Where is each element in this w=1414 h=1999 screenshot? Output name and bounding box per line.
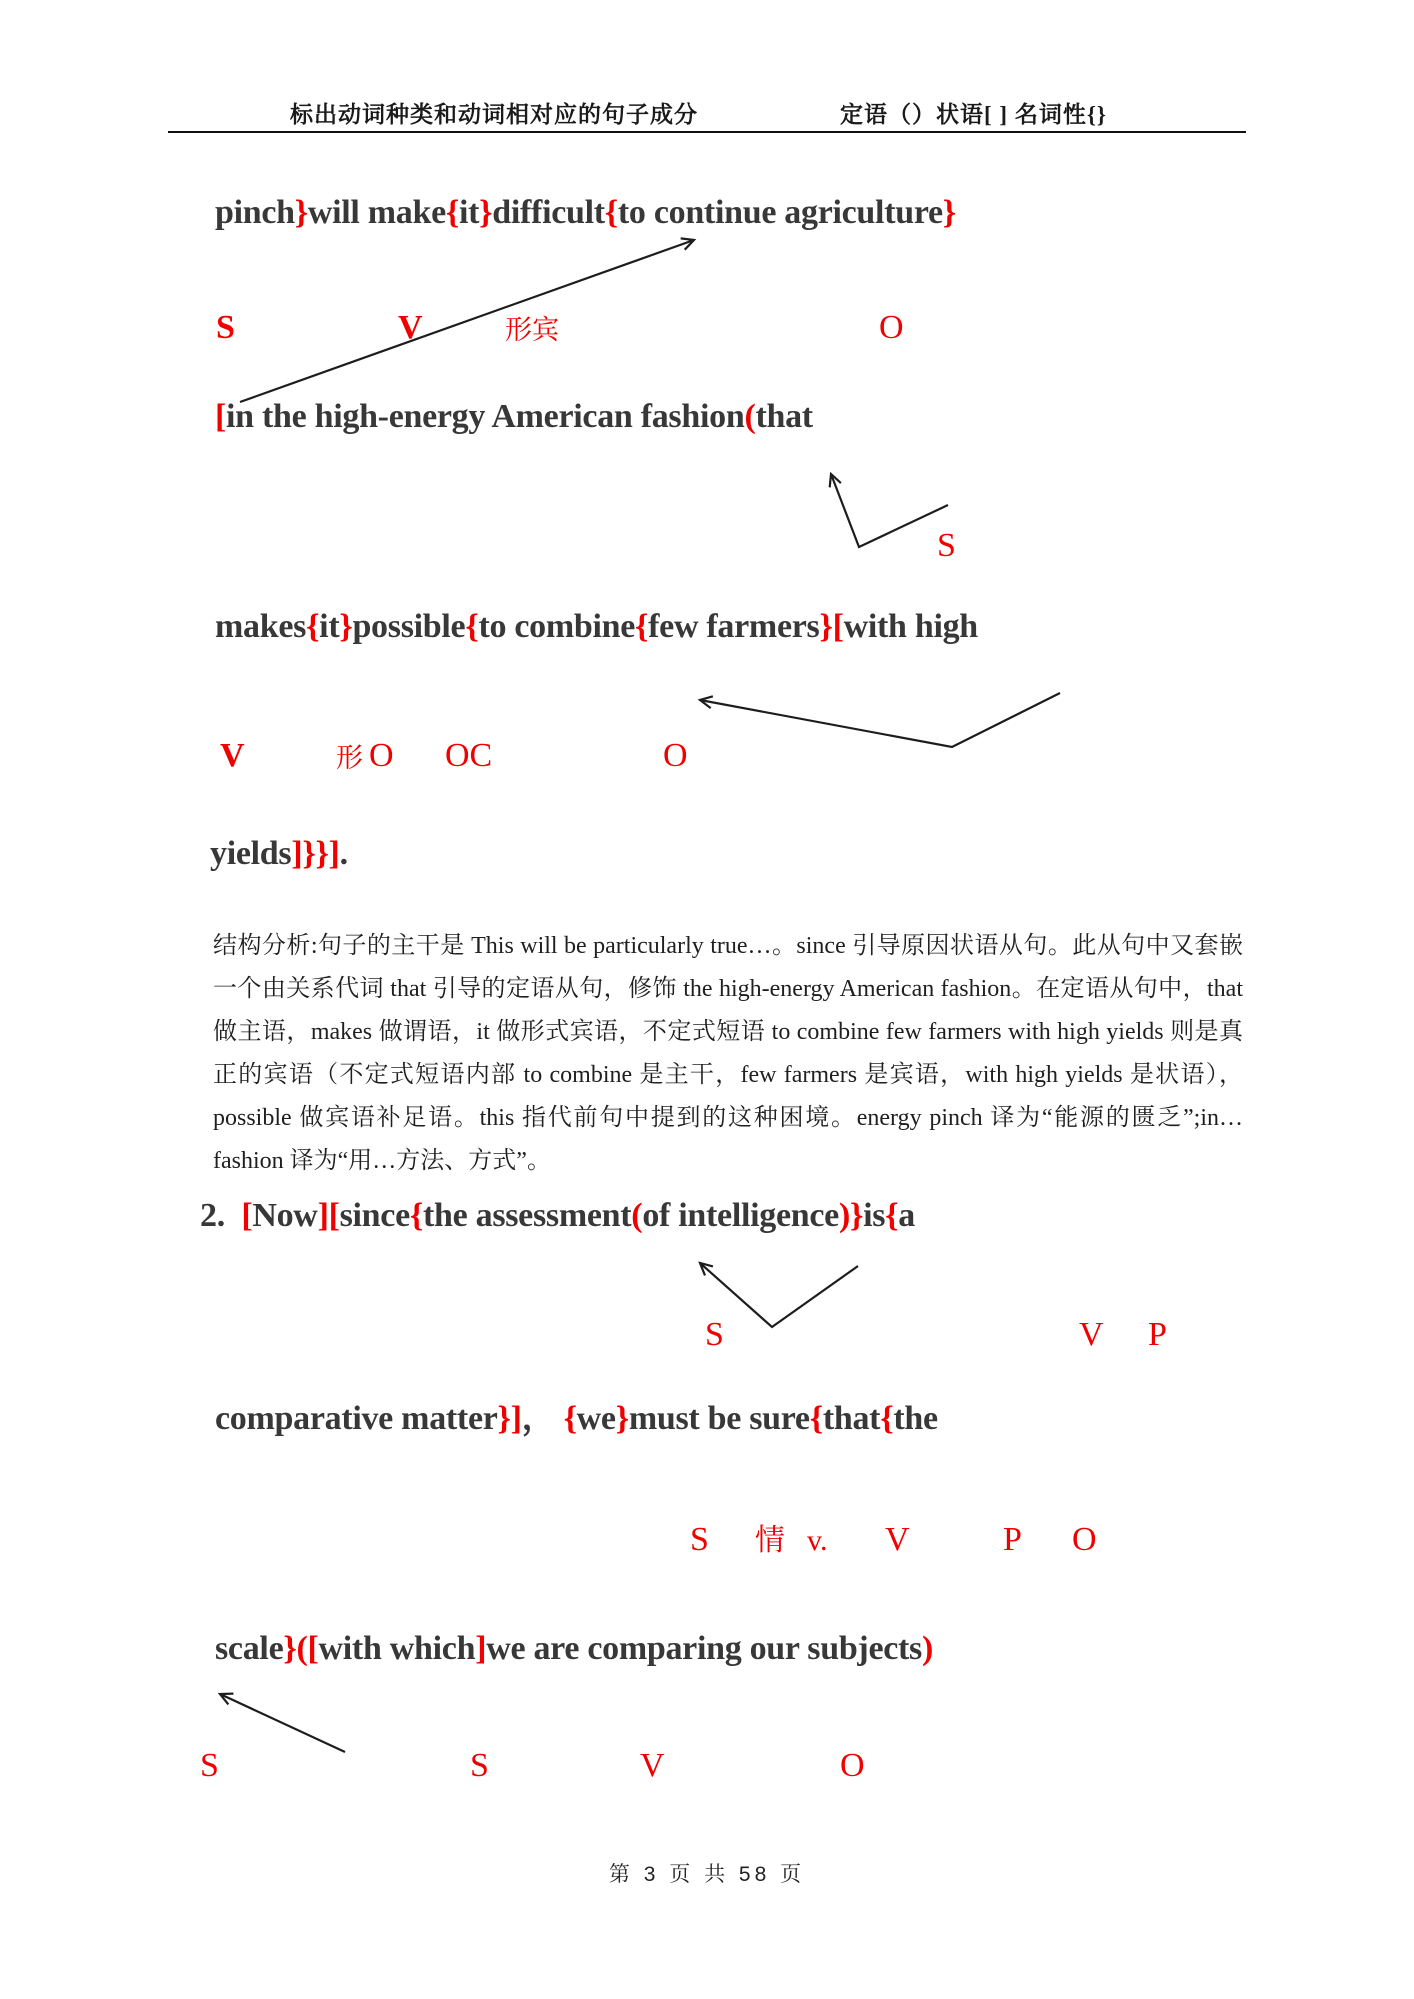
word-token: makes <box>215 608 307 645</box>
word-token: comparative matter <box>215 1400 498 1437</box>
header-right-text: 定语（）状语[ ] 名词性{} <box>840 102 1107 127</box>
bracket-token: ]}}] <box>291 835 340 872</box>
bracket-token: } <box>615 1400 629 1437</box>
sentence1-line1 <box>215 192 956 234</box>
bracket-token: } <box>294 194 308 231</box>
bracket-token: { <box>604 194 618 231</box>
bracket-token: }( <box>283 1630 308 1667</box>
sentence1-labels-row2 <box>0 736 1414 778</box>
bracket-token: ( <box>631 1197 643 1234</box>
bracket-token: { <box>809 1400 823 1437</box>
bracket-token: { <box>445 194 459 231</box>
sentence2-labels-row1 <box>0 1315 1414 1357</box>
grammar-label: 情 <box>755 1524 785 1557</box>
word-token: that <box>822 1400 881 1437</box>
word-token: pinch <box>215 194 295 231</box>
word-token: to combine <box>478 608 636 645</box>
bracket-token: { <box>885 1197 899 1234</box>
grammar-label: V <box>220 737 245 774</box>
grammar-label: S <box>690 1521 709 1558</box>
sentence2-line3 <box>215 1628 933 1670</box>
bracket-token: } <box>339 608 353 645</box>
grammar-label: O <box>369 737 394 774</box>
word-token: since <box>339 1197 410 1234</box>
sentence1-line2 <box>215 396 813 438</box>
sentence2-line2 <box>215 1398 938 1440</box>
bracket-token: ( <box>744 398 756 435</box>
word-token: a <box>898 1197 915 1234</box>
word-token: we are comparing our subjects <box>486 1630 922 1667</box>
bracket-token: ][ <box>317 1197 340 1234</box>
grammar-label: O <box>840 1747 865 1784</box>
sentence1-line3 <box>215 606 978 648</box>
grammar-label: V <box>398 309 423 346</box>
word-token: ， <box>521 1400 564 1437</box>
grammar-label: V <box>885 1521 910 1558</box>
word-token: of intelligence <box>642 1197 839 1234</box>
bracket-token: { <box>880 1400 894 1437</box>
grammar-label: O <box>663 737 688 774</box>
grammar-label: 形宾 <box>505 315 559 345</box>
word-token: in the high-energy American fashion <box>226 398 745 435</box>
bracket-token: { <box>409 1197 423 1234</box>
grammar-label: S <box>705 1316 724 1353</box>
word-token: with which <box>318 1630 476 1667</box>
grammar-label: S <box>216 309 235 346</box>
word-token: we <box>576 1400 616 1437</box>
bracket-token: { <box>635 608 649 645</box>
word-token: the assessment <box>423 1197 632 1234</box>
bracket-token: } <box>942 194 956 231</box>
sentence1-line4 <box>210 833 348 875</box>
word-token: will make <box>307 194 446 231</box>
grammar-label: V <box>640 1747 665 1784</box>
word-token: that <box>755 398 813 435</box>
word-token: 2. <box>200 1197 225 1234</box>
grammar-label: 形 <box>336 743 363 773</box>
grammar-label: v. <box>807 1524 828 1557</box>
word-token: difficult <box>492 194 605 231</box>
grammar-label: P <box>1003 1521 1022 1558</box>
word-token: possible <box>352 608 466 645</box>
bracket-token: [ <box>307 1630 319 1667</box>
bracket-token: [ <box>241 1197 253 1234</box>
word-token: yields <box>210 835 292 872</box>
sentence2-labels-row3 <box>0 1746 1414 1788</box>
word-token: must be sure <box>628 1400 810 1437</box>
sentence2-labels-row2 <box>0 1520 1414 1562</box>
grammar-label: S <box>470 1747 489 1784</box>
word-token: . <box>339 835 348 872</box>
word-token: it <box>319 608 340 645</box>
word-token: it <box>459 194 480 231</box>
grammar-label: V <box>1079 1316 1104 1353</box>
arrow-scale-subject-icon <box>220 1694 345 1752</box>
grammar-label: S <box>937 527 956 564</box>
page-number: 第 3 页 共 58 页 <box>608 1863 806 1886</box>
bracket-token: )} <box>838 1197 864 1234</box>
word-token: with high <box>843 608 978 645</box>
bracket-token: { <box>563 1400 577 1437</box>
sentence1-labels-row1 <box>0 308 1414 350</box>
bracket-token: [ <box>832 608 844 645</box>
bracket-token: { <box>465 608 479 645</box>
word-token: Now <box>252 1197 318 1234</box>
bracket-token: ) <box>922 1630 934 1667</box>
grammar-label: S <box>200 1747 219 1784</box>
bracket-token: } <box>819 608 833 645</box>
word-token: is <box>863 1197 886 1234</box>
word-token: the <box>893 1400 938 1437</box>
grammar-label: P <box>1148 1316 1167 1353</box>
header-rule <box>168 131 1246 133</box>
grammar-label: O <box>1072 1521 1097 1558</box>
word-token <box>225 1197 241 1234</box>
word-token: to continue agriculture <box>617 194 943 231</box>
header-left-text: 标出动词种类和动词相对应的句子成分 <box>290 102 698 127</box>
grammar-label: O <box>879 309 904 346</box>
bracket-token: [ <box>215 398 227 435</box>
sentence1-that-subject-label-row <box>0 526 1414 568</box>
grammar-label: OC <box>445 737 493 774</box>
bracket-token: { <box>306 608 320 645</box>
word-token: scale <box>215 1630 284 1667</box>
word-token: few farmers <box>648 608 820 645</box>
bracket-token: } <box>479 194 493 231</box>
sentence2-line1 <box>200 1195 915 1237</box>
bracket-token: ] <box>475 1630 487 1667</box>
structure-analysis-paragraph: 结构分析:句子的主干是 This will be particularly true…。since 引导原因状语从句。此从句中又套嵌一个由关系代词 that 引导的定语从句，修饰 the high-energy American fashion。在定语从句中，that 做主语，makes 做谓语，it 做形式宾语，不定式短语 to combine few farmers with high yields 则是真正的宾语（不定式短语内部 to combine 是主干，few farmers 是宾语，with high yields 是状语），possible 做宾语补足语。this 指代前句中提到的这种困境。energy pinch 译为“能源的匮乏”;in…fashion 译为“用…方法、方式”。 <box>213 933 1243 1174</box>
bracket-token: }] <box>497 1400 522 1437</box>
